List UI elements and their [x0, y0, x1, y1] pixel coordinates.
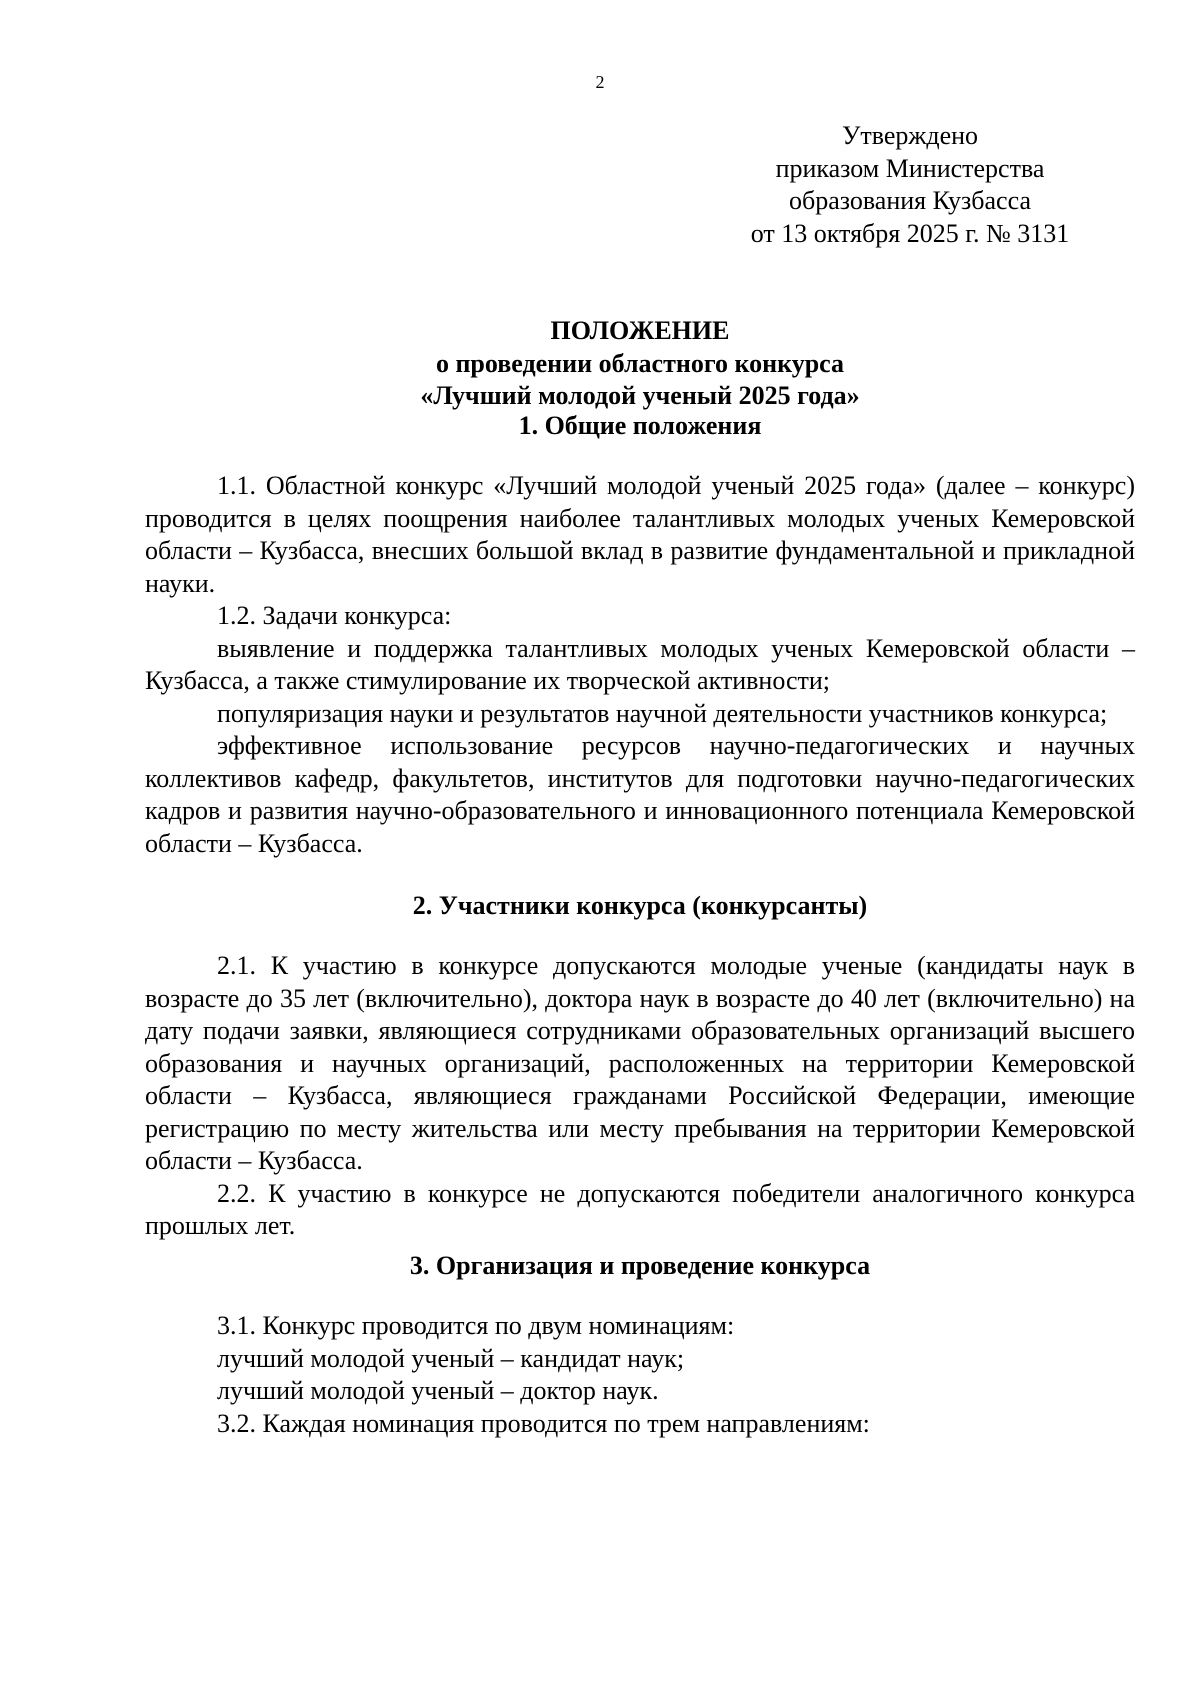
approval-stamp — [720, 120, 1100, 250]
paragraph: 2.2. К участию в конкурсе не допускаются победители аналогичного конкурса прошлых лет. — [145, 1178, 1135, 1240]
section-2-body — [145, 950, 1135, 1243]
paragraph: популяризация науки и результатов научной деятельности участников конкурса; — [217, 698, 1108, 728]
list-item: 3.1. Конкурс проводится по двум номинациям: — [217, 1311, 735, 1340]
list-item: лучший молодой ученый – доктор наук. — [217, 1376, 659, 1405]
paragraph: 1.2. Задачи конкурса: — [217, 601, 452, 630]
paragraph: 2.1. К участию в конкурсе допускаются молодые ученые (кандидаты наук в возрасте до 35 лет (включительно), доктора наук в возрасте до 40 лет (включительно) на дату подачи заявки, являющиеся сотрудниками образовательных организаций высшего образования и научных организаций, расположенных на территории Кемеровской области – Кузбасса, являющиеся гражданами Российской Федерации, имеющие регистрацию по месту жительства или месту пребывания на территории Кемеровской области – Кузбасса. — [145, 951, 1135, 1175]
section-3-body — [145, 1310, 1135, 1440]
section-1-body — [145, 470, 1135, 860]
approval-line: приказом Министерства — [775, 153, 1045, 183]
section-1-heading: 1. Общие положения — [518, 411, 762, 440]
approval-line: образования Кузбасса — [788, 186, 1031, 215]
list-item: 3.2. Каждая номинация проводится по трем направлениям: — [217, 1408, 870, 1438]
paragraph: 1.1. Областной конкурс «Лучший молодой ученый 2025 года» (далее – конкурс) проводится в целях поощрения наиболее талантливых молодых ученых Кемеровской области – Кузбасса, внесших большой вклад в развитие фундаментальной и прикладной науки. — [145, 471, 1135, 598]
paragraph: эффективное использование ресурсов научно-педагогических и научных коллективов кафедр, факультетов, институтов для подготовки научно-педагогических кадров и развития научно-образовательного и инновационного потенциала Кемеровской области – Кузбасса. — [145, 731, 1135, 858]
document-title — [145, 315, 1135, 413]
approval-line: Утверждено — [841, 121, 979, 150]
list-item: лучший молодой ученый – кандидат наук; — [217, 1343, 685, 1373]
page-number: 2 — [595, 72, 605, 92]
section-3-heading: 3. Организация и проведение конкурса — [409, 1251, 871, 1280]
section-2-heading: 2. Участники конкурса (конкурсанты) — [412, 891, 868, 920]
title-line: ПОЛОЖЕНИЕ — [550, 316, 730, 345]
title-line: о проведении областного конкурса — [435, 348, 845, 378]
title-line: «Лучший молодой ученый 2025 года» — [420, 381, 860, 410]
approval-line: от 13 октября 2025 г. № 3131 — [750, 218, 1070, 248]
paragraph: выявление и поддержка талантливых молодых ученых Кемеровской области – Кузбасса, а также стимулирование их творческой активности; — [145, 633, 1135, 695]
